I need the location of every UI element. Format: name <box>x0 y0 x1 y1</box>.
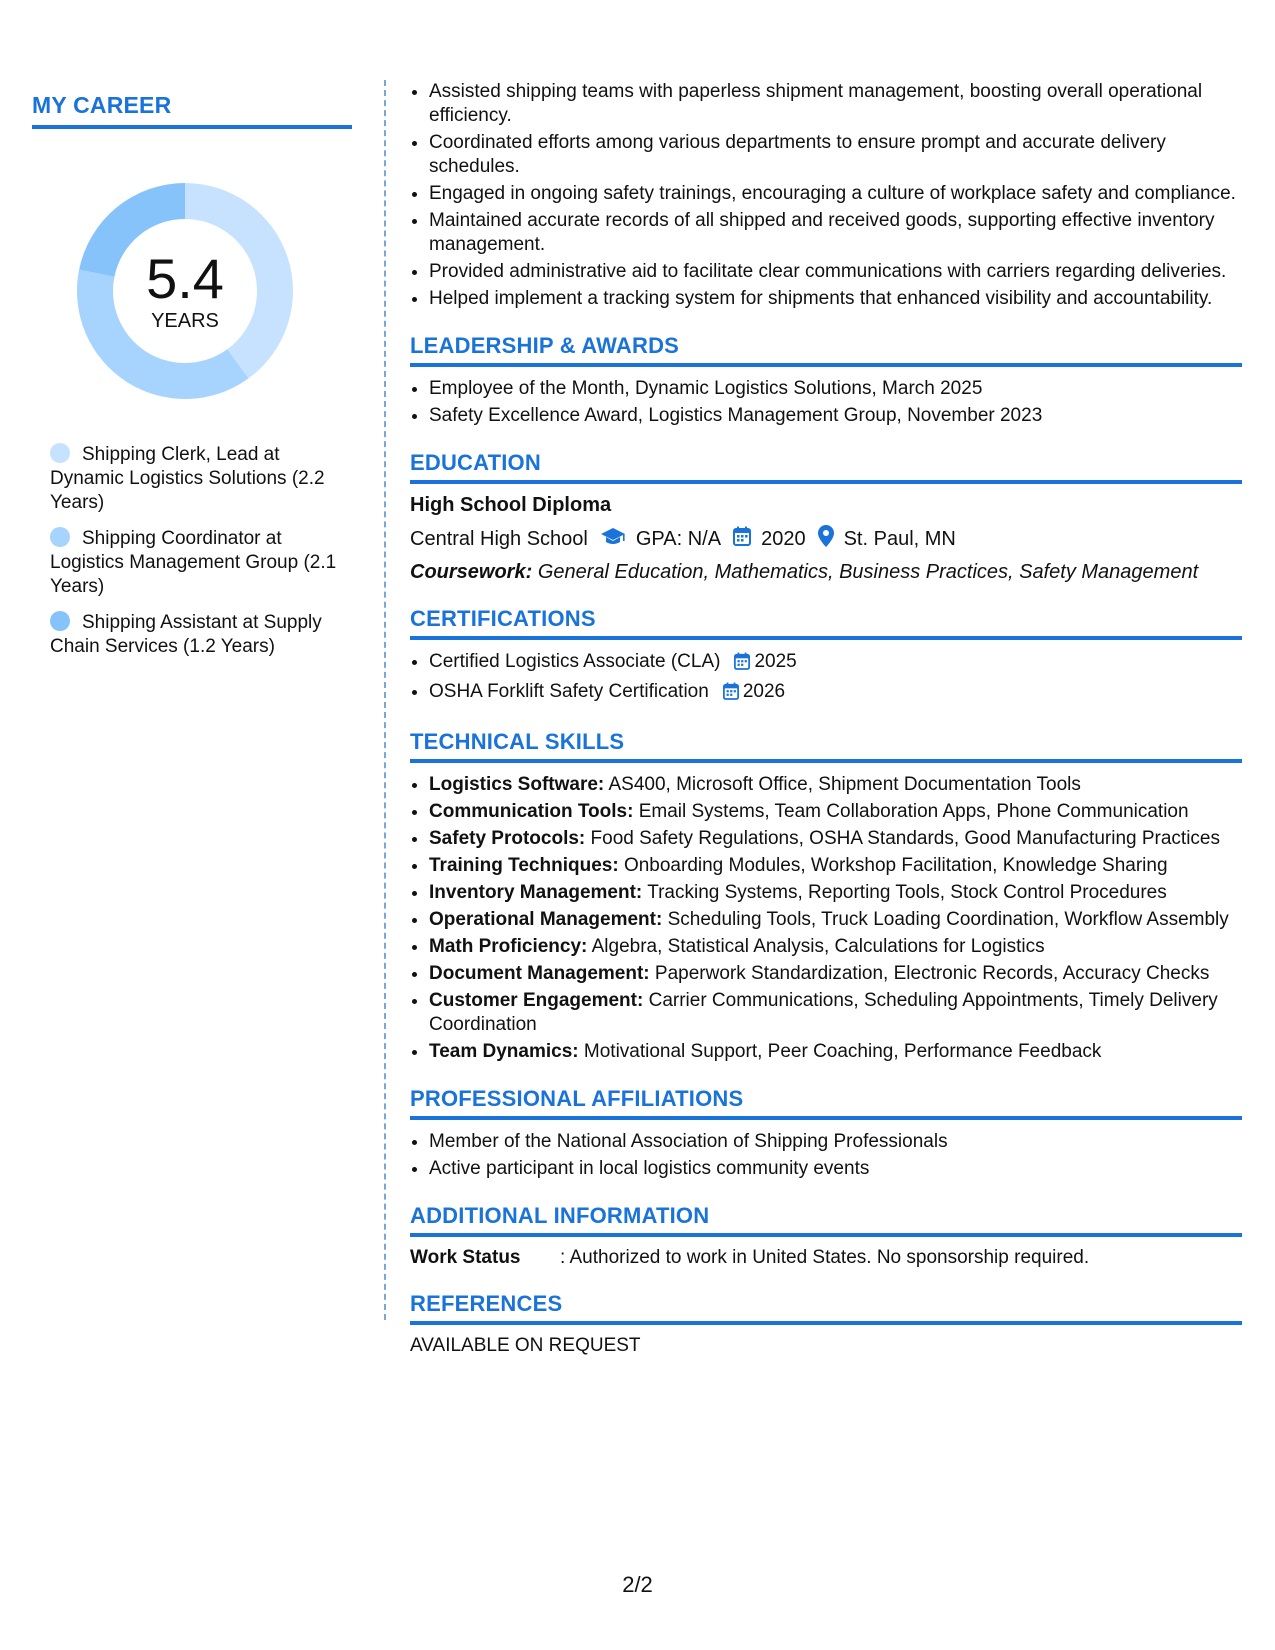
legend-label: Shipping Assistant at Supply Chain Services (1.2 Years) <box>50 612 322 657</box>
main-column <box>410 80 1242 1357</box>
references-text: AVAILABLE ON REQUEST <box>410 1335 641 1356</box>
skill-values: Paperwork Standardization, Electronic Records, Accuracy Checks <box>654 963 1210 984</box>
experience-bullet: • Provided administrative aid to facilitate clear communications with carriers regarding deliveries. <box>429 260 1242 284</box>
work-status-value: : Authorized to work in United States. No sponsorship required. <box>560 1247 1090 1268</box>
skill-values: AS400, Microsoft Office, Shipment Documentation Tools <box>608 774 1081 795</box>
references-title: REFERENCES <box>410 1291 1242 1325</box>
career-donut-chart <box>65 171 305 411</box>
education-location: St. Paul, MN <box>843 527 956 550</box>
skill-item <box>429 989 1242 1037</box>
calendar-icon <box>734 652 750 677</box>
skill-item <box>429 962 1242 986</box>
certification-year: 2026 <box>742 681 786 702</box>
location-pin-icon <box>818 525 834 553</box>
experience-bullet: • Coordinated efforts among various departments to ensure prompt and accurate delivery schedules. <box>429 131 1242 179</box>
skill-category: Inventory Management: <box>429 882 643 903</box>
experience-bullet: • Engaged in ongoing safety trainings, encouraging a culture of workplace safety and compliance. <box>429 182 1242 206</box>
total-years: 5.4 <box>146 246 224 310</box>
experience-bullet: • Assisted shipping teams with paperless shipment management, boosting overall operational efficiency. <box>429 80 1242 128</box>
certifications-title: CERTIFICATIONS <box>410 606 1242 640</box>
certifications-list <box>410 650 1242 707</box>
affiliations-list <box>410 1130 1242 1181</box>
work-status-key: Work Status <box>410 1247 521 1268</box>
career-legend <box>32 443 352 659</box>
legend-dot <box>50 527 70 547</box>
certification-name: OSHA Forklift Safety Certification <box>429 681 709 702</box>
skill-item <box>429 827 1242 851</box>
certification-name: Certified Logistics Associate (CLA) <box>429 651 721 672</box>
skill-item <box>429 1040 1242 1064</box>
skill-item <box>429 800 1242 824</box>
skills-list <box>410 773 1242 1064</box>
skill-category: Logistics Software: <box>429 774 605 795</box>
skill-category: Training Techniques: <box>429 855 619 876</box>
skill-category: Customer Engagement: <box>429 990 644 1011</box>
education-coursework <box>410 561 1242 584</box>
calendar-icon <box>733 526 751 552</box>
legend-label: Shipping Clerk, Lead at Dynamic Logistics Solutions (2.2 Years) <box>50 444 325 513</box>
skill-values: Algebra, Statistical Analysis, Calculations for Logistics <box>591 936 1045 957</box>
leadership-title: LEADERSHIP & AWARDS <box>410 333 1242 367</box>
skill-category: Safety Protocols: <box>429 828 586 849</box>
skill-item <box>429 908 1242 932</box>
affiliation-item: • Member of the National Association of Shipping Professionals <box>429 1130 1242 1154</box>
skill-values: Food Safety Regulations, OSHA Standards, Good Manufacturing Practices <box>590 828 1220 849</box>
skill-category: Operational Management: <box>429 909 663 930</box>
graduation-cap-icon <box>600 526 626 552</box>
skills-title: TECHNICAL SKILLS <box>410 729 1242 763</box>
skill-values: Onboarding Modules, Workshop Facilitation, Knowledge Sharing <box>623 855 1168 876</box>
career-sidebar <box>32 92 352 671</box>
skill-values: Tracking Systems, Reporting Tools, Stock Control Procedures <box>647 882 1167 903</box>
additional-title: ADDITIONAL INFORMATION <box>410 1203 1242 1237</box>
skill-item <box>429 773 1242 797</box>
skill-values: Scheduling Tools, Truck Loading Coordination, Workflow Assembly <box>667 909 1229 930</box>
education-degree: High School Diploma <box>410 494 612 516</box>
skill-category: Communication Tools: <box>429 801 634 822</box>
skill-values: Motivational Support, Peer Coaching, Performance Feedback <box>583 1041 1102 1062</box>
coursework-text: General Education, Mathematics, Business Practices, Safety Management <box>537 561 1199 583</box>
legend-dot <box>50 443 70 463</box>
education-gpa: GPA: N/A <box>635 527 722 550</box>
affiliation-item: • Active participant in local logistics community events <box>429 1157 1242 1181</box>
career-legend-item <box>50 527 352 599</box>
experience-bullet: • Maintained accurate records of all shipped and received goods, supporting effective inventory management. <box>429 209 1242 257</box>
column-divider <box>384 80 386 1320</box>
skill-item <box>429 854 1242 878</box>
calendar-icon <box>723 682 739 707</box>
education-year: 2020 <box>761 527 806 550</box>
education-school: Central High School <box>410 527 588 550</box>
skill-item <box>429 935 1242 959</box>
skill-values: Email Systems, Team Collaboration Apps, Phone Communication <box>638 801 1189 822</box>
career-title: MY CAREER <box>32 92 352 129</box>
skill-category: Document Management: <box>429 963 650 984</box>
career-legend-item <box>50 443 352 515</box>
work-status-row <box>410 1247 1242 1269</box>
experience-bullets <box>410 80 1242 311</box>
skill-item <box>429 881 1242 905</box>
certification-year: 2025 <box>754 651 797 672</box>
award-item: • Employee of the Month, Dynamic Logistics Solutions, March 2025 <box>429 377 1242 401</box>
education-title: EDUCATION <box>410 450 1242 484</box>
page-number: 2/2 <box>622 1572 653 1597</box>
career-legend-item <box>50 611 352 659</box>
education-details <box>410 525 1242 553</box>
legend-dot <box>50 611 70 631</box>
experience-bullet: • Helped implement a tracking system for shipments that enhanced visibility and accountability. <box>429 287 1242 311</box>
affiliations-title: PROFESSIONAL AFFILIATIONS <box>410 1086 1242 1120</box>
leadership-list <box>410 377 1242 428</box>
award-item: • Safety Excellence Award, Logistics Management Group, November 2023 <box>429 404 1242 428</box>
skill-category: Team Dynamics: <box>429 1041 579 1062</box>
total-years-unit: YEARS <box>151 309 219 332</box>
certification-item <box>429 680 1242 707</box>
skill-category: Math Proficiency: <box>429 936 588 957</box>
skill-values: Carrier Communications, Scheduling Appointments, Timely Delivery Coordination <box>429 990 1218 1035</box>
certification-item <box>429 650 1242 677</box>
legend-label: Shipping Coordinator at Logistics Management Group (2.1 Years) <box>50 528 337 597</box>
coursework-label: Coursework: <box>410 561 533 583</box>
